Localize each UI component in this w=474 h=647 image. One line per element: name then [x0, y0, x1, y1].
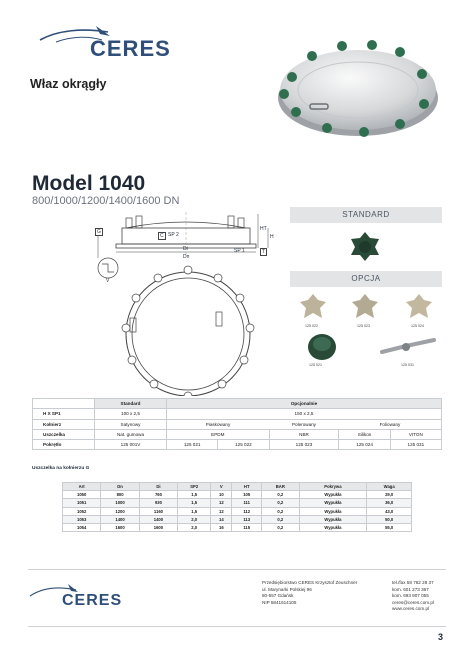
table-cell: Polerowany	[269, 419, 339, 429]
table-row	[33, 399, 442, 409]
table-cell: 760	[139, 491, 177, 499]
table-cell: 0,2	[262, 499, 299, 507]
table-cell: 125 021	[167, 440, 218, 450]
table-cell: 36,0	[367, 499, 412, 507]
drawing-label-t: T	[262, 249, 266, 255]
address-line: ul. Marynarki Polskiej 96	[262, 586, 312, 592]
table-cell: Wypukła	[299, 499, 367, 507]
table-cell: Nat. gumowa	[95, 429, 167, 439]
table-cell: Kołnierz	[33, 419, 95, 429]
technical-drawing	[86, 208, 286, 396]
table-header: V	[211, 483, 232, 491]
footer-divider	[28, 569, 446, 570]
table-cell: 1400	[101, 515, 139, 523]
table-header: HT	[232, 483, 262, 491]
table-cell: 125 001V	[95, 440, 167, 450]
table-cell: 100 x 2,5	[95, 409, 167, 419]
manhole-product-image	[272, 32, 442, 142]
table-row	[63, 483, 412, 491]
standard-knob-icon	[348, 230, 382, 262]
table-cell: 800	[101, 491, 139, 499]
drawing-label-v: V	[106, 278, 110, 284]
table-cell	[33, 399, 95, 409]
phone-line: tel./fax 58 762 28 37	[392, 580, 434, 585]
table-cell: 125 022	[218, 440, 269, 450]
table-cell: 0,2	[262, 515, 299, 523]
drawing-label-ht: HT	[260, 226, 267, 232]
table-cell: 43,0	[367, 507, 412, 515]
table-cell: NBR	[269, 429, 339, 439]
drawing-label-di: Di	[183, 246, 188, 252]
table-cell: 1,5	[178, 507, 211, 515]
knob-code: 125 021	[309, 363, 322, 367]
knob-125021-icon	[306, 332, 338, 362]
page-title: Właz okrągły	[30, 77, 107, 91]
table-cell: Wypukła	[299, 523, 367, 531]
table-cell: 1400	[139, 515, 177, 523]
table-header: Pokrywa	[299, 483, 367, 491]
table-cell: 111	[232, 499, 262, 507]
table-cell: VITON	[390, 429, 441, 439]
standard-header: STANDARD	[290, 207, 442, 223]
table-row	[33, 440, 442, 450]
model-sizes: 800/1000/1200/1400/1600 DN	[32, 195, 180, 207]
company-contact	[392, 580, 434, 613]
drawing-lines	[86, 208, 286, 396]
dimensions-table	[62, 482, 412, 532]
table-cell: Foliowany	[339, 419, 442, 429]
table-cell: 125 024	[339, 440, 390, 450]
table-cell: 12	[211, 499, 232, 507]
phone-line: kom. 693 907 055	[392, 593, 429, 599]
table-cell: 105	[232, 491, 262, 499]
table-cell: 1051	[63, 499, 101, 507]
table-cell: Wypukła	[299, 515, 367, 523]
knob-125031-icon	[378, 336, 438, 358]
table-header: Di	[139, 483, 177, 491]
table-cell: 115	[232, 523, 262, 531]
table-header: Waga	[367, 483, 412, 491]
table-cell: 0,2	[262, 523, 299, 531]
logo-text: CERES	[62, 592, 123, 609]
table-cell: 1600	[139, 523, 177, 531]
table-cell: H X SP1	[33, 409, 95, 419]
table-row	[33, 419, 442, 429]
knob-125022-icon	[298, 292, 328, 320]
seal-note: Uszczelka na kołnierzu G	[32, 466, 90, 471]
drawing-label-sp2: SP 2	[168, 232, 179, 238]
table-cell: 16	[211, 523, 232, 531]
table-cell: 1,5	[178, 499, 211, 507]
table-row	[33, 409, 442, 419]
table-cell: 1050	[63, 491, 101, 499]
table-row	[63, 507, 412, 515]
table-cell: 14	[211, 515, 232, 523]
table-cell: 125 023	[269, 440, 339, 450]
table-cell: 1600	[101, 523, 139, 531]
drawing-label-dn: Dn	[183, 254, 190, 260]
knob-code: 125 022	[305, 324, 318, 328]
drawing-label-sp1: SP 1	[234, 248, 245, 254]
company-address	[262, 580, 357, 606]
table-cell: 1,5	[178, 491, 211, 499]
table-cell: 29,0	[367, 491, 412, 499]
spec-table	[32, 398, 442, 450]
footer-divider-bottom	[28, 626, 446, 627]
option-header: OPCJA	[290, 271, 442, 287]
header-logo	[38, 20, 178, 64]
knob-code: 125 031	[401, 363, 414, 367]
knob-125023-icon	[350, 292, 380, 320]
table-row	[63, 523, 412, 531]
table-cell: 125 031	[390, 440, 441, 450]
table-header: Opcjonalnie	[167, 399, 442, 409]
table-cell: 10	[211, 491, 232, 499]
table-row	[63, 491, 412, 499]
footer-logo	[28, 580, 128, 614]
table-cell: 1160	[139, 507, 177, 515]
table-cell: 112	[232, 507, 262, 515]
table-cell: 1054	[63, 523, 101, 531]
table-header: Dn	[101, 483, 139, 491]
table-cell: 113	[232, 515, 262, 523]
table-cell: 930	[139, 499, 177, 507]
address-line: Przedsiębiorstwo CERES Krzysztof Zeuschner	[262, 580, 358, 585]
table-row	[63, 499, 412, 507]
address-line: NIP 5841614105	[262, 599, 297, 605]
knob-code: 125 023	[357, 324, 370, 328]
drawing-label-h: H	[270, 234, 274, 240]
table-cell: 1000	[101, 499, 139, 507]
table-cell: 50,0	[367, 515, 412, 523]
website-link[interactable]: www.ceres.com.pl	[392, 606, 430, 612]
table-cell: 1200	[101, 507, 139, 515]
phone-line: kom. 601 273 367	[392, 586, 429, 592]
table-cell: 12	[211, 507, 232, 515]
table-cell: 2,0	[178, 515, 211, 523]
email-link[interactable]: ceres@ceres.com.pl	[392, 599, 434, 605]
knob-125024-icon	[404, 292, 434, 320]
table-cell: 150 x 2,5	[167, 409, 442, 419]
table-cell: Silikon	[339, 429, 390, 439]
table-cell: 1052	[63, 507, 101, 515]
table-header: Art	[63, 483, 101, 491]
drawing-label-g: G	[97, 229, 101, 235]
table-cell: 0,2	[262, 491, 299, 499]
table-row	[63, 515, 412, 523]
model-name: Model 1040	[32, 172, 146, 195]
logo-text: CERES	[90, 36, 171, 61]
table-header: Standard	[95, 399, 167, 409]
table-header: BAR	[262, 483, 299, 491]
table-cell: 1053	[63, 515, 101, 523]
table-cell: Piaskowany	[167, 419, 270, 429]
table-cell: EPDM	[167, 429, 270, 439]
table-cell: 2,0	[178, 523, 211, 531]
drawing-label-c: C	[160, 233, 164, 239]
table-cell: 55,0	[367, 523, 412, 531]
table-cell: Wypukła	[299, 491, 367, 499]
table-cell: Wypukła	[299, 507, 367, 515]
table-cell: Uszczelka	[33, 429, 95, 439]
table-row	[33, 429, 442, 439]
address-line: 80-557 Gdańsk	[262, 593, 294, 599]
table-cell: Satynowy	[95, 419, 167, 429]
table-cell: 0,2	[262, 507, 299, 515]
page-number: 3	[438, 632, 444, 642]
table-cell: Pokrętło	[33, 440, 95, 450]
knob-code: 125 024	[411, 324, 424, 328]
table-header: SP2	[178, 483, 211, 491]
